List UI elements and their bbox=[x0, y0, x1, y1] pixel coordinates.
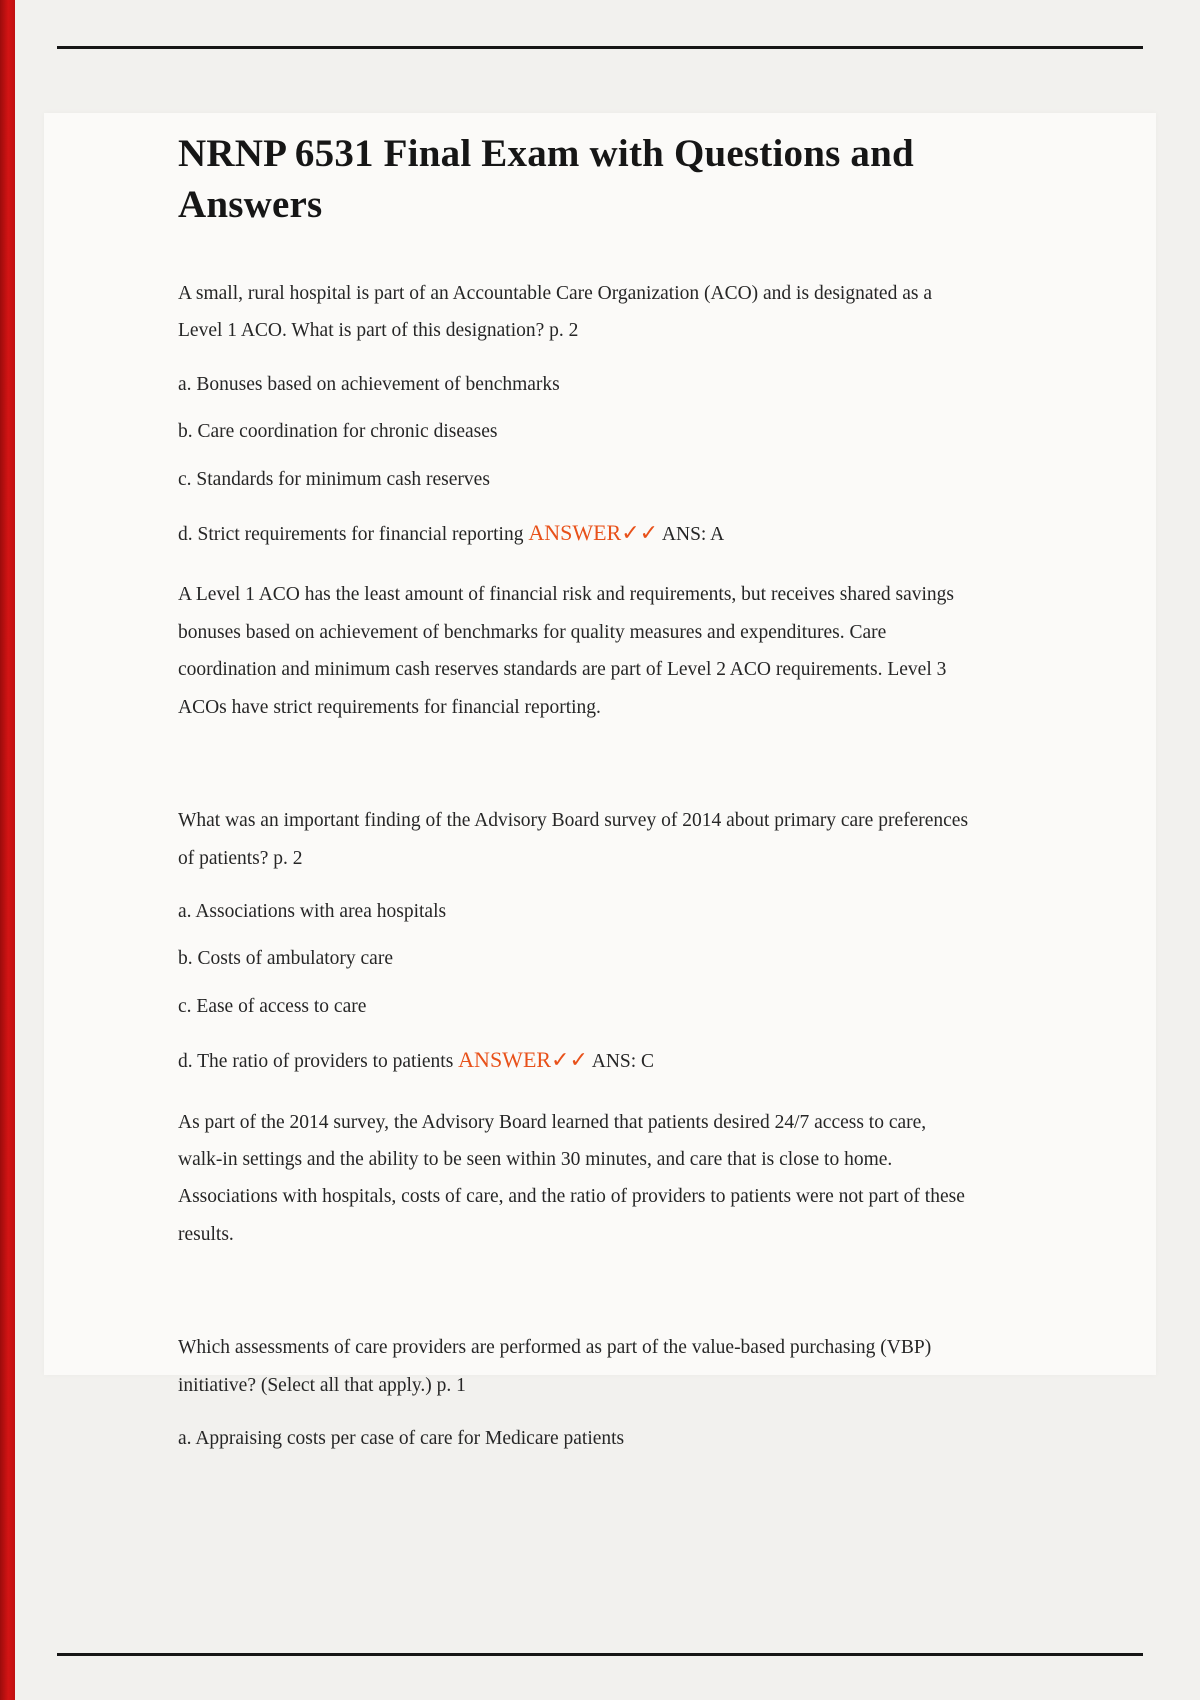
answer-option-text: d. The ratio of providers to patients bbox=[178, 1051, 459, 1073]
explanation-text: A Level 1 ACO has the least amount of financial risk and requirements, but receives shared savings bonuses based on achievement of benchmarks for quality measures and expenditures. Care coordination and minimum cash reserves standards are part of Level 2 ACO requirements. Level 3 ACOs have strict requirements for financial reporting. bbox=[178, 584, 954, 718]
answer-marker: ANSWER✓✓ bbox=[458, 1047, 588, 1073]
bottom-rule-line bbox=[57, 1653, 1143, 1656]
document-title: NRNP 6531 Final Exam with Questions and Answers bbox=[178, 132, 914, 227]
option-c: c. Ease of access to care bbox=[178, 995, 367, 1017]
option-b: b. Costs of ambulatory care bbox=[178, 948, 393, 970]
answer-marker: ANSWER✓✓ bbox=[528, 520, 659, 546]
question-text: What was an important finding of the Advisory Board survey of 2014 about primary care preferences of patients? p. 2 bbox=[178, 810, 969, 869]
qa-block bbox=[178, 1329, 970, 1457]
explanation-text: As part of the 2014 survey, the Advisory Board learned that patients desired 24/7 access to care, walk-in settings and the ability to be seen within 30 minutes, and care that is close to home. Associations with hospitals, costs of care, and the ratio of providers to patients were not part of these results. bbox=[178, 1111, 965, 1245]
option-a: a. Appraising costs per case of care for Medicare patients bbox=[178, 1428, 625, 1450]
top-rule-line bbox=[57, 46, 1143, 49]
document-content bbox=[178, 128, 970, 1468]
answer-option-text: d. Strict requirements for financial reporting bbox=[178, 524, 529, 546]
red-spine-bar bbox=[0, 0, 15, 1700]
qa-block bbox=[178, 802, 970, 1253]
option-a: a. Associations with area hospitals bbox=[178, 900, 447, 922]
question-text: Which assessments of care providers are performed as part of the value-based purchasing (VBP) initiative? (Select all that apply.) p. 1 bbox=[178, 1337, 932, 1396]
option-a: a. Bonuses based on achievement of benchmarks bbox=[178, 373, 560, 395]
answer-line bbox=[178, 1039, 970, 1081]
qa-block bbox=[178, 275, 970, 726]
answer-key: ANS: C bbox=[587, 1051, 655, 1073]
option-c: c. Standards for minimum cash reserves bbox=[178, 468, 490, 490]
answer-key: ANS: A bbox=[658, 524, 725, 546]
option-b: b. Care coordination for chronic diseases bbox=[178, 421, 498, 443]
question-text: A small, rural hospital is part of an Accountable Care Organization (ACO) and is designated as a Level 1 ACO. What is part of this designation? p. 2 bbox=[178, 282, 932, 342]
answer-line bbox=[178, 512, 970, 554]
